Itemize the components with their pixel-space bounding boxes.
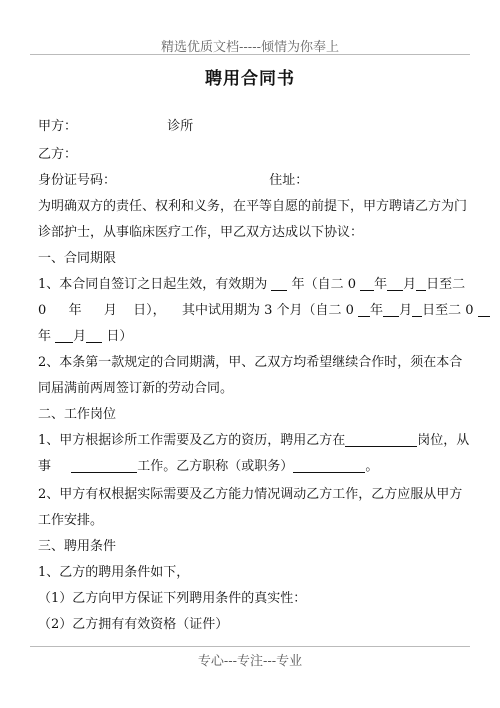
id-number-label: 身份证号码： (38, 173, 117, 188)
section2-clause1-line1 (38, 432, 469, 450)
blank-title (293, 458, 365, 473)
header-rule (30, 54, 470, 55)
clause-text: 岗位，从 (417, 433, 470, 448)
section2-clause2-line2: 工作安排。 (38, 513, 104, 528)
clause-text: 月 (399, 303, 413, 318)
section2-clause1-line2 (38, 458, 378, 476)
document-title: 聘用合同书 (205, 69, 295, 89)
page-footer: 专心---专注---专业 (197, 654, 303, 669)
page-header: 精选优质文档-----倾情为你奉上 (161, 40, 339, 55)
clause-text: 年（自二 0 (291, 277, 356, 292)
clause-text: 日至二 (426, 277, 466, 292)
section3-clause1: 1、乙方的聘用条件如下， (38, 565, 190, 580)
section3-clause1-item1: （1）乙方向甲方保证下列聘用条件的真实性： (38, 591, 307, 606)
clause-text: 事 (38, 459, 52, 474)
blank-month (55, 328, 73, 343)
clause-text: 其中试用期为 3 个月（自二 0 (181, 303, 354, 318)
section3-clause1-item2: （2）乙方拥有有效资格（证件） (38, 617, 229, 632)
section3-heading: 三、聘用条件 (38, 539, 117, 554)
blank-year (360, 276, 374, 291)
clause-text: 0 (38, 303, 47, 318)
section1-clause1-line2 (38, 302, 490, 320)
blank-month (383, 302, 399, 317)
section1-clause2-line1: 2、本条第一款规定的合同期满，甲、乙双方均希望继续合作时，须在本合 (38, 355, 463, 370)
clause-text: 日）， (133, 303, 166, 318)
blank-years (271, 276, 287, 291)
section1-clause1-line1 (38, 276, 465, 294)
blank-month (387, 276, 403, 291)
section2-heading: 二、工作岗位 (38, 407, 117, 422)
intro-line-2: 诊部护士，从事临床医疗工作，甲乙双方达成以下协议： (38, 225, 364, 240)
party-a-label: 甲方： (38, 119, 78, 134)
clause-text: 年 (374, 277, 388, 292)
party-b-label: 乙方： (38, 147, 78, 162)
address-label: 住址： (269, 173, 309, 188)
blank-work (71, 458, 137, 473)
party-a-row (38, 118, 193, 136)
clause-text: 工作。乙方职称（或职务） (137, 459, 294, 474)
clause-text: 年 (68, 303, 82, 318)
blank-day (86, 328, 102, 343)
clause-text: 日至二 0 (422, 303, 474, 318)
section1-clause2-line2: 同届满前两周签订新的劳动合同。 (38, 381, 234, 396)
blank-day (412, 302, 422, 317)
clause-text: 日） (106, 329, 133, 344)
clause-text: 。 (365, 459, 379, 474)
blank-year (358, 302, 370, 317)
party-a-value: 诊所 (167, 119, 194, 134)
id-row (38, 172, 308, 190)
clause-text: 月 (73, 329, 87, 344)
blank-position (345, 432, 417, 447)
clause-text: 1、本合同自签订之日起生效，有效期为 (38, 277, 268, 292)
blank-day (416, 276, 426, 291)
clause-text: 年 (38, 329, 52, 344)
clause-text: 月 (103, 303, 117, 318)
section1-heading: 一、合同期限 (38, 251, 117, 266)
intro-line-1: 为明确双方的责任、权利和义务，在平等自愿的前提下，甲方聘请乙方为门 (38, 199, 468, 214)
footer-rule (30, 646, 470, 647)
section1-clause1-line3 (38, 328, 132, 346)
clause-text: 月 (403, 277, 417, 292)
clause-text: 年 (370, 303, 384, 318)
clause-text: 1、甲方根据诊所工作需要及乙方的资历，聘用乙方在 (38, 433, 346, 448)
party-b-row (38, 146, 77, 164)
section2-clause2-line1: 2、甲方有权根据实际需要及乙方能力情况调动乙方工作，乙方应服从甲方 (38, 487, 463, 502)
blank-year (478, 302, 490, 317)
